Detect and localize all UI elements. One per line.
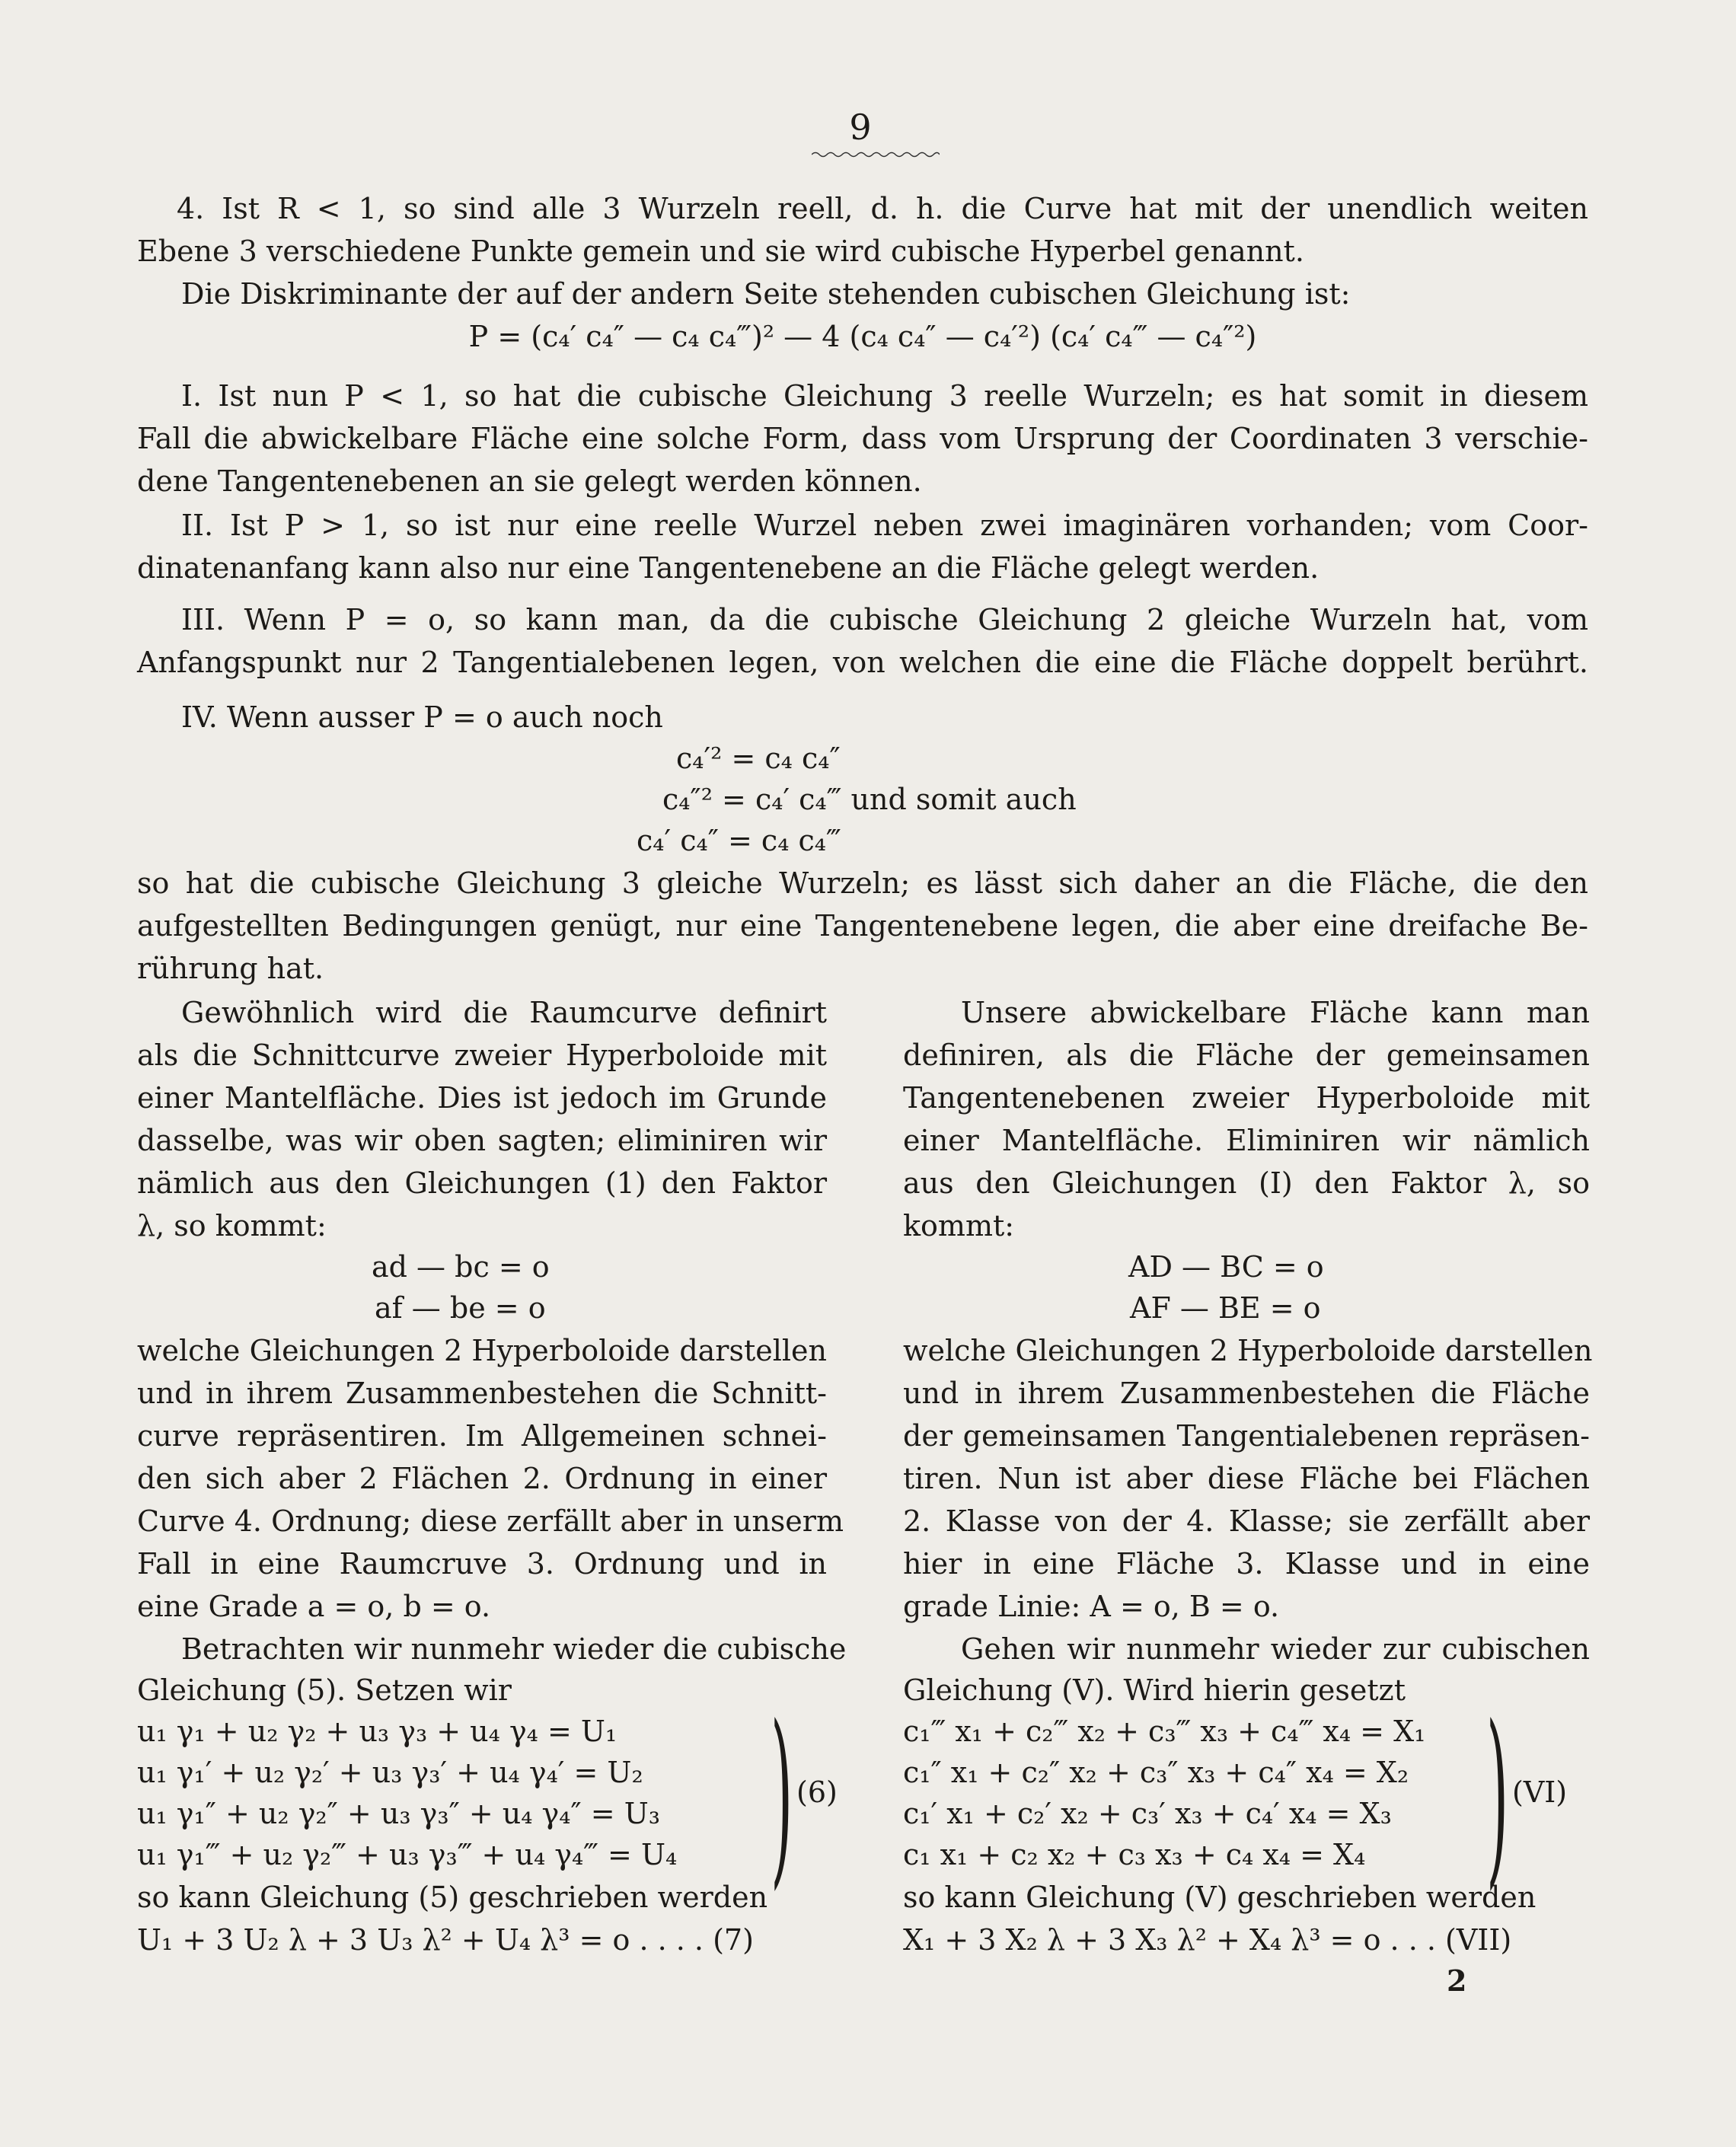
left-text-line: den sich aber 2 Flächen 2. Ordnung in einer <box>137 1462 827 1495</box>
right-text-line: der gemeinsamen Tangentialebenen repräsen- <box>903 1419 1590 1453</box>
left-equation-number: (6) <box>796 1775 838 1809</box>
right-text-line: tiren. Nun ist aber diese Fläche bei Flächen <box>903 1462 1590 1495</box>
right-equation-number: (VI) <box>1512 1775 1568 1809</box>
text-line: Die Diskriminante der auf der andern Seite stehenden cubischen Gleichung ist: <box>181 277 1351 311</box>
right-text-line: kommt: <box>903 1209 1015 1243</box>
right-text-line: aus den Gleichungen (I) den Faktor λ, so <box>903 1166 1590 1200</box>
right-equation-row: c₁ x₁ + c₂ x₂ + c₃ x₃ + c₄ x₄ = X₄ <box>903 1838 1366 1871</box>
left-text-line: Gleichung (5). Setzen wir <box>137 1673 512 1707</box>
text-line: so hat die cubische Gleichung 3 gleiche Wurzeln; es lässt sich daher an die Fläche, die den <box>137 866 1588 900</box>
left-text-line: curve repräsentiren. Im Allgemeinen schnei- <box>137 1419 827 1453</box>
left-text-line: nämlich aus den Gleichungen (1) den Faktor <box>137 1166 827 1200</box>
right-equation-row: c₁″ x₁ + c₂″ x₂ + c₃″ x₃ + c₄″ x₄ = X₂ <box>903 1756 1409 1789</box>
right-brace: ) <box>1486 1685 1509 1906</box>
right-text-line: so kann Gleichung (V) geschrieben werden <box>903 1881 1537 1914</box>
text-line: aufgestellten Bedingungen genügt, nur eine Tangentenebene legen, die aber eine dreifache Be- <box>137 909 1588 943</box>
right-equation: AD — BC = o <box>1128 1250 1324 1284</box>
right-text-line: 2. Klasse von der 4. Klasse; sie zerfällt aber <box>903 1504 1590 1538</box>
left-text-line: dasselbe, was wir oben sagten; eliminiren wir <box>137 1124 827 1157</box>
ornament-rule <box>812 149 940 160</box>
right-text-line: grade Linie: A = o, B = o. <box>903 1590 1280 1623</box>
text-line: 4. Ist R < 1, so sind alle 3 Wurzeln reell, d. h. die Curve hat mit der unendlich weiten <box>177 192 1588 225</box>
text-line: II. Ist P > 1, so ist nur eine reelle Wurzel neben zwei imaginären vorhanden; vom Coor- <box>181 509 1588 542</box>
left-text-line: einer Mantelfläche. Dies ist jedoch im Grunde <box>137 1081 827 1115</box>
text-line: dene Tangentenebenen an sie gelegt werden können. <box>137 464 922 498</box>
equation-line: c₄′ c₄″ = c₄ c₄‴ <box>637 824 841 857</box>
text-line: I. Ist nun P < 1, so hat die cubische Gleichung 3 reelle Wurzeln; es hat somit in diesem <box>181 379 1588 413</box>
right-text-line: Gleichung (V). Wird hierin gesetzt <box>903 1673 1406 1707</box>
signature-mark: 2 <box>1447 1964 1467 1998</box>
left-text-line: eine Grade a = o, b = o. <box>137 1590 491 1623</box>
left-equation: ad — bc = o <box>372 1250 550 1284</box>
page-number: 9 <box>849 107 872 148</box>
left-equation-row: u₁ γ₁′ + u₂ γ₂′ + u₃ γ₃′ + u₄ γ₄′ = U₂ <box>137 1756 643 1789</box>
right-text-line: hier in eine Fläche 3. Klasse und in eine <box>903 1547 1590 1581</box>
right-text-line: definiren, als die Fläche der gemeinsamen <box>903 1038 1590 1072</box>
left-equation-row: u₁ γ₁″ + u₂ γ₂″ + u₃ γ₃″ + u₄ γ₄″ = U₃ <box>137 1797 660 1830</box>
left-text-line: Betrachten wir nunmehr wieder die cubische <box>181 1632 847 1666</box>
right-text-line: einer Mantelfläche. Eliminiren wir nämlich <box>903 1124 1590 1157</box>
text-line: Anfangspunkt nur 2 Tangentialebenen legen, von welchen die eine die Fläche doppelt berührt. <box>137 646 1588 679</box>
equation-line: c₄″² = c₄′ c₄‴ und somit auch <box>662 783 1077 816</box>
text-line <box>137 233 1588 270</box>
equation-line: c₄′² = c₄ c₄″ <box>676 742 841 775</box>
left-brace: ) <box>771 1685 793 1906</box>
left-text-line: als die Schnittcurve zweier Hyperboloide mit <box>137 1038 827 1072</box>
right-text-line: Unsere abwickelbare Fläche kann man <box>961 996 1590 1029</box>
text-line: IV. Wenn ausser P = o auch noch <box>181 700 663 734</box>
equation-line: P = (c₄′ c₄″ — c₄ c₄‴)² — 4 (c₄ c₄″ — c₄′²) (c₄′ c₄‴ — c₄″²) <box>468 320 1257 353</box>
text-line: dinatenanfang kann also nur eine Tangentenebene an die Fläche gelegt werden. <box>137 551 1320 585</box>
right-text-line: Tangentenebenen zweier Hyperboloide mit <box>903 1081 1590 1115</box>
right-equation: X₁ + 3 X₂ λ + 3 X₃ λ² + X₄ λ³ = o . . . (VII) <box>903 1923 1512 1957</box>
left-text-line: welche Gleichungen 2 Hyperboloide darstellen <box>137 1334 827 1367</box>
right-text-line: Gehen wir nunmehr wieder zur cubischen <box>961 1632 1590 1666</box>
right-text-line: und in ihrem Zusammenbestehen die Fläche <box>903 1377 1590 1410</box>
left-text-line: Fall in eine Raumcruve 3. Ordnung und in <box>137 1547 827 1581</box>
left-text-line: Curve 4. Ordnung; diese zerfällt aber in unserm <box>137 1504 844 1538</box>
text-span: Ebene 3 verschiedene Punkte gemein und sie wird cubische Hyperbel genannt. <box>137 234 1304 268</box>
left-text-line: λ, so kommt: <box>137 1209 327 1243</box>
left-equation-row: u₁ γ₁ + u₂ γ₂ + u₃ γ₃ + u₄ γ₄ = U₁ <box>137 1715 617 1748</box>
left-text-line: Gewöhnlich wird die Raumcurve definirt <box>181 996 827 1029</box>
text-line: III. Wenn P = o, so kann man, da die cubische Gleichung 2 gleiche Wurzeln hat, vom <box>181 603 1588 636</box>
right-equation-row: c₁‴ x₁ + c₂‴ x₂ + c₃‴ x₃ + c₄‴ x₄ = X₁ <box>903 1715 1426 1748</box>
text-line: Fall die abwickelbare Fläche eine solche Form, dass vom Ursprung der Coordinaten 3 verschie- <box>137 422 1588 455</box>
right-equation: AF — BE = o <box>1130 1291 1321 1325</box>
text-line: rührung hat. <box>137 952 324 985</box>
right-equation-row: c₁′ x₁ + c₂′ x₂ + c₃′ x₃ + c₄′ x₄ = X₃ <box>903 1797 1392 1830</box>
left-text-line: so kann Gleichung (5) geschrieben werden <box>137 1881 768 1914</box>
right-text-line: welche Gleichungen 2 Hyperboloide darstellen <box>903 1334 1593 1367</box>
left-equation: U₁ + 3 U₂ λ + 3 U₃ λ² + U₄ λ³ = o . . . . (7) <box>137 1923 754 1957</box>
left-text-line: und in ihrem Zusammenbestehen die Schnitt- <box>137 1377 827 1410</box>
left-equation: af — be = o <box>375 1291 546 1325</box>
left-equation-row: u₁ γ₁‴ + u₂ γ₂‴ + u₃ γ₃‴ + u₄ γ₄‴ = U₄ <box>137 1838 678 1871</box>
